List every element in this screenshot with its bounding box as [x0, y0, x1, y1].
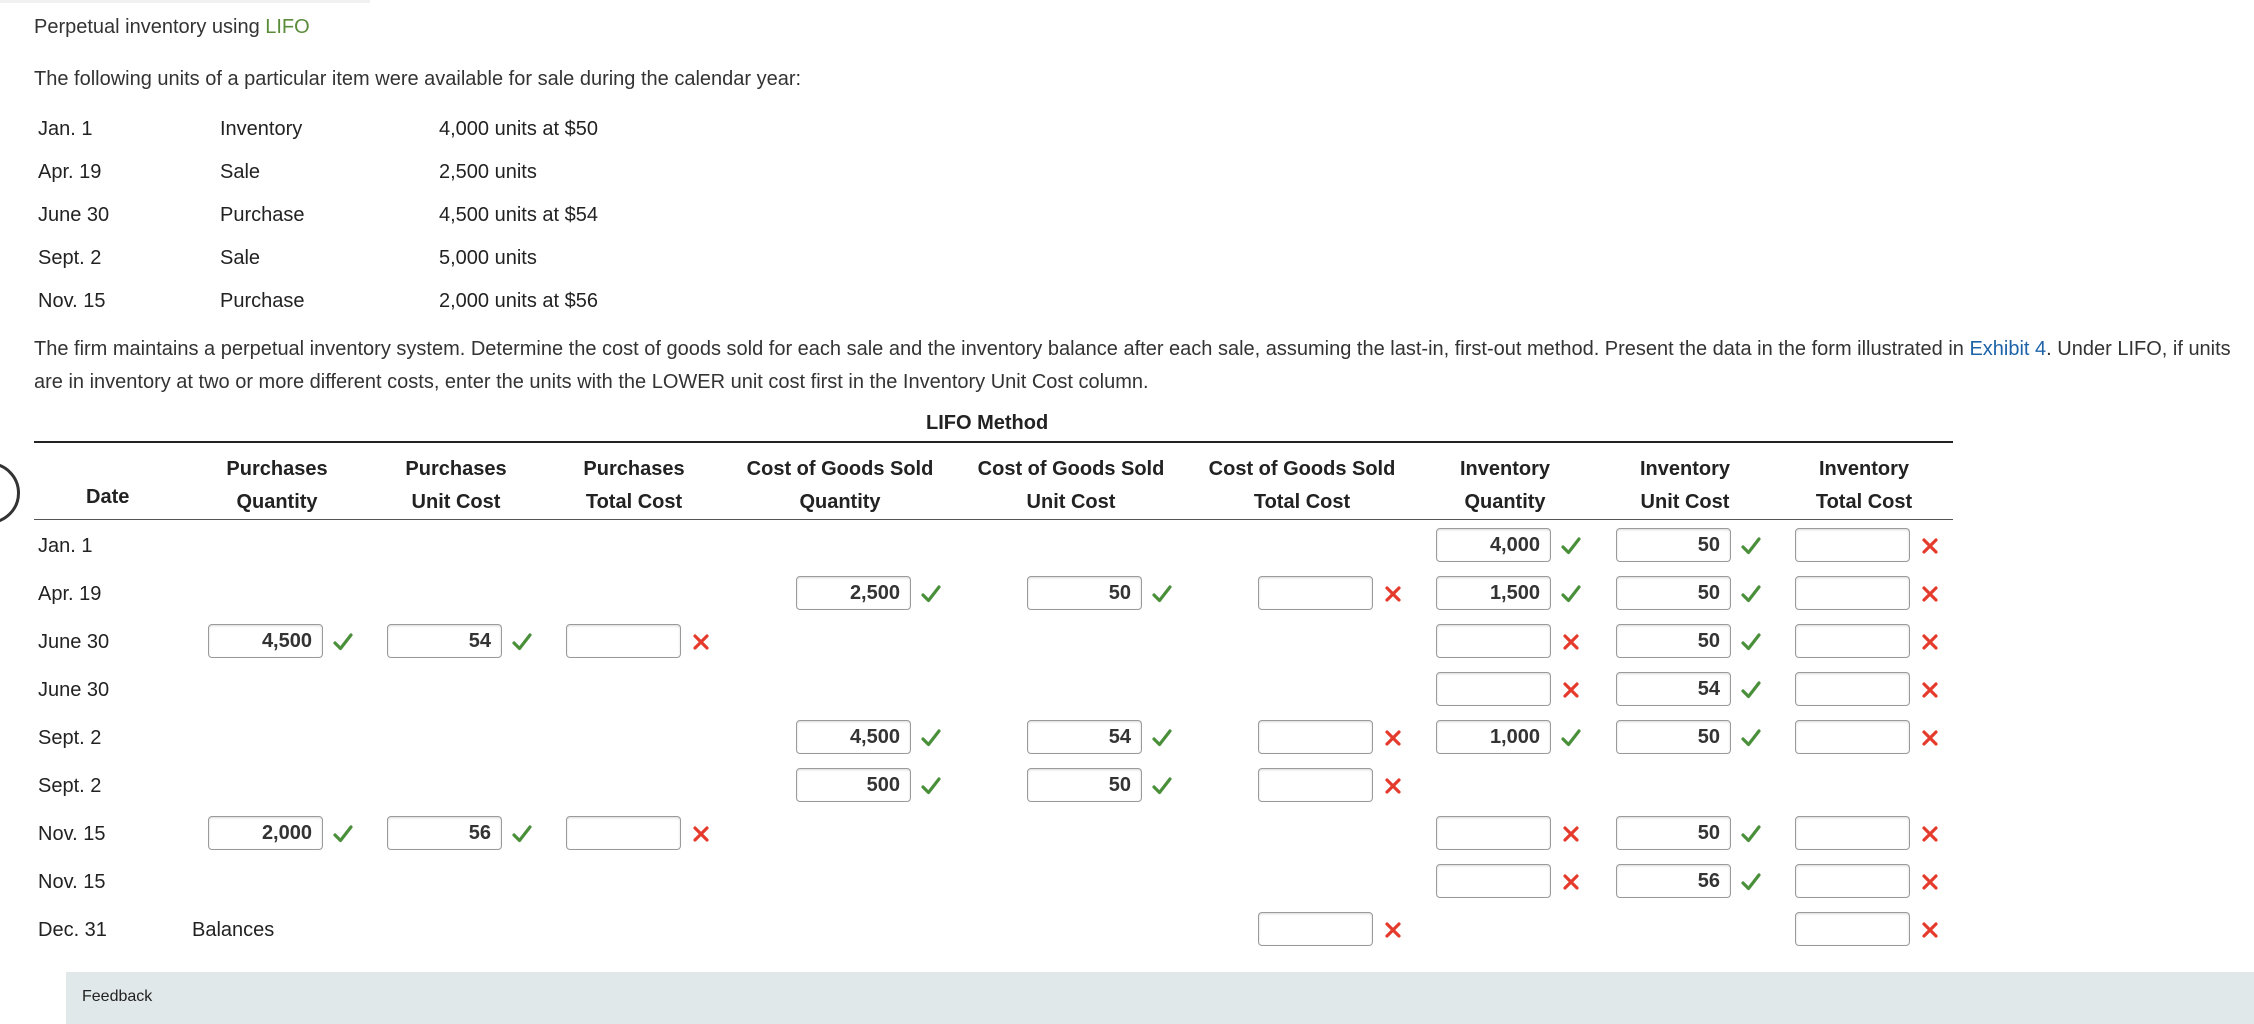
inventory-total-cost-input[interactable]: [1795, 720, 1910, 754]
correct-check-icon: [512, 624, 536, 658]
column-header-line2: Unit Cost: [411, 491, 501, 513]
cogs-unit-cost-input[interactable]: 50: [1027, 768, 1142, 802]
feedback-panel[interactable]: [66, 972, 2254, 1024]
incorrect-x-icon: [1920, 864, 1944, 898]
transaction-date: Jan. 1: [38, 118, 93, 140]
date-column-header: Date: [86, 486, 130, 508]
purchases-quantity-input[interactable]: 2,000: [208, 816, 323, 850]
table-row: [0, 717, 2254, 757]
row-date: June 30: [38, 631, 110, 653]
cogs-total-cost-input[interactable]: [1258, 768, 1373, 802]
lifo-keyword: LIFO: [265, 16, 310, 38]
column-header-line1: Purchases: [226, 458, 328, 480]
column-header-line1: Inventory: [1459, 458, 1551, 480]
table-row: [0, 909, 2254, 949]
column-header-line1: Purchases: [583, 458, 685, 480]
inventory-total-cost-input[interactable]: [1795, 816, 1910, 850]
inventory-total-cost-input[interactable]: [1795, 864, 1910, 898]
row-note: Balances: [192, 919, 275, 941]
row-date: Nov. 15: [38, 823, 106, 845]
column-header-line2: Quantity: [236, 491, 318, 513]
table-row: [0, 621, 2254, 661]
correct-check-icon: [921, 720, 945, 754]
column-header-line2: Unit Cost: [1026, 491, 1116, 513]
top-divider: [0, 0, 370, 3]
correct-check-icon: [1741, 864, 1765, 898]
transaction-type: Sale: [220, 247, 261, 269]
incorrect-x-icon: [1383, 912, 1407, 946]
page-title-prefix: Perpetual inventory using: [34, 16, 266, 38]
column-header-purchases-unit-cost: [356, 453, 556, 519]
column-header-cogs-total-cost: [1202, 453, 1402, 519]
correct-check-icon: [1741, 720, 1765, 754]
incorrect-x-icon: [1920, 912, 1944, 946]
column-header-line2: Quantity: [1464, 491, 1546, 513]
incorrect-x-icon: [1383, 768, 1407, 802]
row-date: Dec. 31: [38, 919, 107, 941]
instructions-part2: . Under LIFO, if units are in inventory at two or more different costs, enter the units with the LOWER unit cost first in the Inventory Unit Cost column.: [34, 338, 2231, 393]
correct-check-icon: [1561, 720, 1585, 754]
column-header-line1: Purchases: [405, 458, 507, 480]
transaction-row: [38, 286, 738, 316]
transaction-type: Sale: [220, 161, 261, 183]
inventory-quantity-input[interactable]: [1436, 816, 1551, 850]
column-header-inventory-total-cost: [1764, 453, 1964, 519]
row-date: Jan. 1: [38, 535, 93, 557]
cogs-total-cost-input[interactable]: [1258, 912, 1373, 946]
column-header-line1: Inventory: [1639, 458, 1731, 480]
column-header-line1: Cost of Goods Sold: [1208, 458, 1396, 480]
column-header-line2: Total Cost: [1253, 491, 1351, 513]
inventory-unit-cost-input[interactable]: 50: [1616, 528, 1731, 562]
exhibit-4-link[interactable]: Exhibit 4: [1969, 338, 2047, 360]
row-date: Sept. 2: [38, 775, 102, 797]
incorrect-x-icon: [1920, 624, 1944, 658]
inventory-quantity-input[interactable]: [1436, 672, 1551, 706]
cogs-quantity-input[interactable]: 4,500: [796, 720, 911, 754]
correct-check-icon: [1741, 576, 1765, 610]
row-date: Sept. 2: [38, 727, 102, 749]
page-title: [34, 16, 310, 39]
intro-text: The following units of a particular item were available for sale during the calendar year:: [34, 68, 802, 90]
column-header-purchases-quantity: [177, 453, 377, 519]
transaction-row: [38, 157, 738, 187]
incorrect-x-icon: [691, 624, 715, 658]
inventory-unit-cost-input[interactable]: 50: [1616, 576, 1731, 610]
inventory-unit-cost-input[interactable]: 50: [1616, 816, 1731, 850]
inventory-unit-cost-input[interactable]: 54: [1616, 672, 1731, 706]
incorrect-x-icon: [1920, 576, 1944, 610]
cogs-unit-cost-input[interactable]: 54: [1027, 720, 1142, 754]
purchases-unit-cost-input[interactable]: 56: [387, 816, 502, 850]
correct-check-icon: [1152, 576, 1176, 610]
incorrect-x-icon: [1561, 864, 1585, 898]
inventory-total-cost-input[interactable]: [1795, 624, 1910, 658]
transaction-detail: 4,000 units at $50: [439, 118, 599, 140]
inventory-total-cost-input[interactable]: [1795, 672, 1910, 706]
cogs-total-cost-input[interactable]: [1258, 720, 1373, 754]
column-header-inventory-quantity: [1405, 453, 1605, 519]
correct-check-icon: [512, 816, 536, 850]
incorrect-x-icon: [1383, 576, 1407, 610]
inventory-quantity-input[interactable]: 4,000: [1436, 528, 1551, 562]
transaction-detail: 4,500 units at $54: [439, 204, 599, 226]
offscreen-circle-icon: [0, 462, 20, 524]
cogs-quantity-input[interactable]: 500: [796, 768, 911, 802]
inventory-quantity-input[interactable]: 1,500: [1436, 576, 1551, 610]
column-header-line1: Cost of Goods Sold: [977, 458, 1165, 480]
correct-check-icon: [1152, 720, 1176, 754]
incorrect-x-icon: [1920, 816, 1944, 850]
correct-check-icon: [1152, 768, 1176, 802]
correct-check-icon: [921, 576, 945, 610]
correct-check-icon: [1741, 528, 1765, 562]
correct-check-icon: [1741, 816, 1765, 850]
cogs-quantity-input[interactable]: 2,500: [796, 576, 911, 610]
column-header-line2: Total Cost: [585, 491, 683, 513]
instructions-part1: The firm maintains a perpetual inventory system. Determine the cost of goods sold for each sale and the inventory balance after each sale, assuming the last-in, first-out method. Present the data in the form illustrated in: [34, 338, 1970, 360]
incorrect-x-icon: [1561, 672, 1585, 706]
correct-check-icon: [1561, 576, 1585, 610]
transaction-type: Purchase: [220, 204, 305, 226]
column-header-inventory-unit-cost: [1585, 453, 1785, 519]
inventory-unit-cost-input[interactable]: 56: [1616, 864, 1731, 898]
purchases-unit-cost-input[interactable]: 54: [387, 624, 502, 658]
transaction-detail: 2,500 units: [439, 161, 537, 183]
inventory-quantity-input[interactable]: [1436, 864, 1551, 898]
transaction-date: Sept. 2: [38, 247, 102, 269]
correct-check-icon: [921, 768, 945, 802]
column-header-cogs-unit-cost: [971, 453, 1171, 519]
correct-check-icon: [1741, 672, 1765, 706]
table-row: [0, 573, 2254, 613]
incorrect-x-icon: [691, 816, 715, 850]
instructions-text: [34, 333, 2248, 399]
transaction-type: Purchase: [220, 290, 305, 312]
column-header-line2: Quantity: [799, 491, 881, 513]
incorrect-x-icon: [1920, 720, 1944, 754]
table-title: LIFO Method: [926, 412, 1049, 434]
table-top-rule: [34, 441, 1953, 443]
cogs-unit-cost-input[interactable]: 50: [1027, 576, 1142, 610]
inventory-unit-cost-input[interactable]: 50: [1616, 720, 1731, 754]
inventory-total-cost-input[interactable]: [1795, 528, 1910, 562]
transaction-row: [38, 243, 738, 273]
transaction-date: June 30: [38, 204, 110, 226]
transaction-detail: 2,000 units at $56: [439, 290, 599, 312]
transaction-detail: 5,000 units: [439, 247, 537, 269]
inventory-unit-cost-input[interactable]: 50: [1616, 624, 1731, 658]
table-row: [0, 525, 2254, 565]
incorrect-x-icon: [1561, 816, 1585, 850]
column-header-purchases-total-cost: [534, 453, 734, 519]
purchases-total-cost-input[interactable]: [566, 624, 681, 658]
row-date: Apr. 19: [38, 583, 102, 605]
column-header-line1: Inventory: [1818, 458, 1910, 480]
purchases-quantity-input[interactable]: 4,500: [208, 624, 323, 658]
column-header-line2: Total Cost: [1815, 491, 1913, 513]
table-row: [0, 765, 2254, 805]
column-header-line1: Cost of Goods Sold: [746, 458, 934, 480]
transaction-date: Nov. 15: [38, 290, 106, 312]
correct-check-icon: [1741, 624, 1765, 658]
inventory-quantity-input[interactable]: 1,000: [1436, 720, 1551, 754]
incorrect-x-icon: [1920, 528, 1944, 562]
incorrect-x-icon: [1920, 672, 1944, 706]
transaction-date: Apr. 19: [38, 161, 102, 183]
purchases-total-cost-input[interactable]: [566, 816, 681, 850]
inventory-total-cost-input[interactable]: [1795, 576, 1910, 610]
incorrect-x-icon: [1561, 624, 1585, 658]
row-date: Nov. 15: [38, 871, 106, 893]
inventory-total-cost-input[interactable]: [1795, 912, 1910, 946]
table-row: [0, 813, 2254, 853]
table-row: [0, 861, 2254, 901]
column-header-cogs-quantity: [740, 453, 940, 519]
column-header-line2: Unit Cost: [1640, 491, 1730, 513]
table-header-rule: [34, 519, 1953, 520]
incorrect-x-icon: [1383, 720, 1407, 754]
feedback-label: Feedback: [82, 988, 153, 1005]
inventory-quantity-input[interactable]: [1436, 624, 1551, 658]
transaction-type: Inventory: [220, 118, 303, 140]
transaction-row: [38, 114, 738, 144]
table-row: [0, 669, 2254, 709]
correct-check-icon: [1561, 528, 1585, 562]
correct-check-icon: [333, 624, 357, 658]
row-date: June 30: [38, 679, 110, 701]
transaction-row: [38, 200, 738, 230]
correct-check-icon: [333, 816, 357, 850]
cogs-total-cost-input[interactable]: [1258, 576, 1373, 610]
